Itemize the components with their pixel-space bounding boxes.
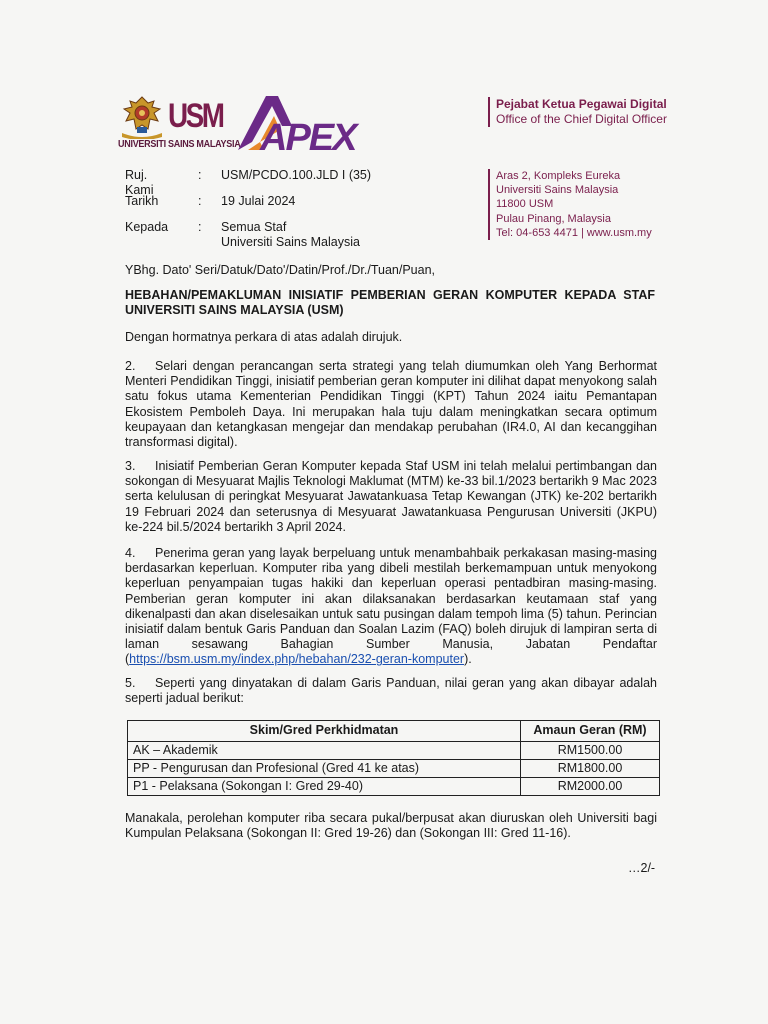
paragraph-2	[125, 359, 657, 450]
paragraph-4	[125, 546, 657, 668]
column-header: Amaun Geran (RM)	[521, 721, 660, 742]
meta-colon: :	[198, 194, 202, 208]
table-cell-scheme: AK – Akademik	[128, 742, 521, 760]
address-line: Aras 2, Kompleks Eureka	[496, 170, 621, 182]
recipient-line: Semua Staf	[221, 220, 287, 234]
salutation: YBhg. Dato' Seri/Datuk/Dato'/Datin/Prof./Dr./Tuan/Puan,	[125, 263, 436, 277]
meta-colon: :	[198, 220, 202, 234]
usm-crest-icon	[118, 95, 166, 139]
geran-komputer-link[interactable]: https://bsm.usm.my/index.php/hebahan/232-geran-komputer	[129, 652, 465, 667]
table-cell-scheme: P1 - Pelaksana (Sokongan I: Gred 29-40)	[128, 778, 521, 796]
apex-logo	[230, 92, 380, 156]
recipient-line: Universiti Sains Malaysia	[221, 235, 360, 249]
paragraph-text-end: ).	[464, 652, 472, 667]
paragraph-text: Inisiatif Pemberian Geran Komputer kepada Staf USM ini telah melalui pertimbangan dan sokongan di Mesyuarat Majlis Teknologi Maklumat (MTM) ke-33 bil.1/2023 bertarikh 9 Mac 2023 serta kelulusan di peringkat Mesyuarat Jawatankuasa Tetap Kewangan (JTK) ke-202 bertarikh 19 Februari 2024 dan seterusnya di Mesyuarat Jawatankuasa Pengurusan Universiti (JKPU) ke-224 bil.5/2024 bertarikh 3 April 2024.	[125, 459, 657, 534]
column-header: Skim/Gred Perkhidmatan	[128, 721, 521, 742]
paragraph-text: Penerima geran yang layak berpeluang untuk menambahbaik perkakasan masing-masing berdasarkan keperluan. Komputer riba yang dibeli mestilah berkemampuan untuk menyokong keperluan penyampaian tugas hakiki dan keperluan operasi pentadbiran masing-masing. Pemberian geran komputer ini akan dilaksanakan berdasarkan keutamaan staf yang dikenalpasti dan akan diselesaikan untuk satu pusingan dalam tempoh lima (5) tahun. Perincian inisiatif dalam bentuk Garis Panduan dan Soalan Lazim (FAQ) boleh dirujuk di lampiran serta di laman sesawang Bahagian Sumber Manusia, Jabatan Pendaftar (	[125, 546, 657, 667]
paragraph-number: 4.	[125, 546, 136, 560]
opening-line: Dengan hormatnya perkara di atas adalah dirujuk.	[125, 330, 403, 344]
letter-subject: HEBAHAN/PEMAKLUMAN INISIATIF PEMBERIAN GERAN KOMPUTER KEPADA STAF UNIVERSITI SAINS MALAYSIA (USM)	[125, 288, 655, 317]
paragraph-text: Selari dengan perancangan serta strategi yang telah diumumkan oleh Yang Berhormat Menteri Pendidikan Tinggi, inisiatif pemberian geran komputer ini dilihat dapat menyokong salah satu fokus utama Kementerian Pendidikan Tinggi (KPT) Tahun 2024 iaitu Pemantapan Ekosistem Pemboleh Daya. Ini merupakan hala tuju dalam meningkatkan secara optimum keupayaan dan ketangkasan mengejar dan mendakap perubahan (IR4.0, AI dan kecanggihan transformasi digital).	[125, 359, 657, 450]
table-cell-amount: RM1500.00	[521, 742, 660, 760]
usm-logo-word: USM	[168, 97, 223, 135]
table-cell-amount: RM2000.00	[521, 778, 660, 796]
address-line: 11800 USM	[496, 198, 554, 211]
paragraph-5	[125, 676, 657, 706]
address-line: Universiti Sains Malaysia	[496, 184, 619, 197]
meta-value	[221, 220, 360, 250]
grant-table	[127, 720, 660, 796]
table-cell-amount: RM1800.00	[521, 760, 660, 778]
table-header-row	[128, 721, 660, 742]
meta-colon: :	[198, 168, 202, 182]
paragraph-text: Seperti yang dinyatakan di dalam Garis Panduan, nilai geran yang akan dibayar adalah seperti jadual berikut:	[125, 676, 657, 706]
address-block	[488, 169, 652, 240]
usm-logo	[118, 93, 241, 155]
paragraph-6: Manakala, perolehan komputer riba secara pukal/berpusat akan diuruskan oleh Universiti bagi Kumpulan Pelaksana (Sokongan II: Gred 19-26) dan (Sokongan III: Gred 11-16).	[125, 811, 657, 841]
table-row	[128, 760, 660, 778]
table-row	[128, 778, 660, 796]
meta-value: 19 Julai 2024	[221, 194, 296, 208]
paragraph-3	[125, 459, 657, 535]
table-row	[128, 742, 660, 760]
paragraph-number: 5.	[125, 676, 136, 690]
meta-label: Tarikh	[125, 194, 159, 208]
office-malay: Pejabat Ketua Pegawai Digital	[496, 97, 667, 111]
usm-full-name: UNIVERSITI SAINS MALAYSIA	[118, 139, 241, 150]
address-contact: Tel: 04-653 4471 | www.usm.my	[496, 226, 652, 239]
address-line: Pulau Pinang, Malaysia	[496, 212, 611, 225]
meta-label: Ruj. Kami	[125, 168, 154, 197]
meta-label: Kepada	[125, 220, 169, 234]
table-cell-scheme: PP - Pengurusan dan Profesional (Gred 41 ke atas)	[128, 760, 521, 778]
meta-value: USM/PCDO.100.JLD I (35)	[221, 168, 372, 182]
paragraph-number: 2.	[125, 359, 136, 373]
office-english: Office of the Chief Digital Officer	[496, 112, 667, 126]
page-continuation: …2/-	[628, 861, 656, 875]
paragraph-number: 3.	[125, 459, 136, 473]
apex-logo-text: APEX	[260, 117, 356, 156]
office-block	[488, 97, 667, 127]
